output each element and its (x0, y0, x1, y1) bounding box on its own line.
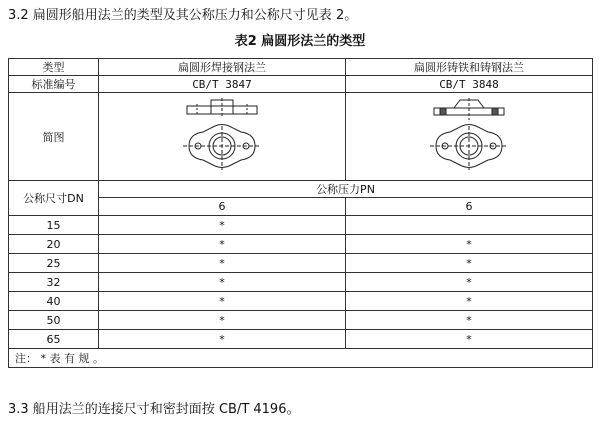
header-pn: 公称压力PN (99, 181, 593, 198)
mark-cast: * (346, 235, 593, 254)
table-note: 注： * 表 有 规 。 (9, 349, 593, 368)
diagram-cast (346, 93, 593, 181)
standard-no-cast: CB/T 3848 (346, 76, 593, 93)
mark-welded: * (99, 254, 346, 273)
dn-cell: 32 (9, 273, 99, 292)
dn-cell: 15 (9, 216, 99, 235)
table-row (9, 292, 593, 311)
standard-no-welded: CB/T 3847 (99, 76, 346, 93)
header-standard-no: 标准编号 (9, 76, 99, 93)
mark-welded: * (99, 330, 346, 349)
table-caption: 表2 扁圆形法兰的类型 (234, 34, 366, 49)
dn-cell: 25 (9, 254, 99, 273)
mark-cast: * (346, 273, 593, 292)
mark-cast: * (346, 254, 593, 273)
pn-value-welded: 6 (99, 198, 346, 216)
paragraph-3-3: 3.3 船用法兰的连接尺寸和密封面按 CB/T 4196。 (8, 402, 300, 417)
table-row (9, 273, 593, 292)
diagram-welded (99, 93, 346, 181)
table-row (9, 330, 593, 349)
header-type: 类型 (9, 59, 99, 76)
dn-cell: 20 (9, 235, 99, 254)
mark-welded: * (99, 216, 346, 235)
mark-welded: * (99, 273, 346, 292)
type-name-welded: 扁圆形焊接钢法兰 (99, 59, 346, 76)
table-row (9, 254, 593, 273)
mark-cast: * (346, 330, 593, 349)
welded-flange-drawing (177, 98, 267, 176)
header-diagram: 简图 (9, 93, 99, 181)
pn-value-cast: 6 (346, 198, 593, 216)
dn-cell: 40 (9, 292, 99, 311)
mark-welded: * (99, 311, 346, 330)
mark-cast (346, 216, 593, 235)
table-row (9, 216, 593, 235)
mark-cast: * (346, 292, 593, 311)
mark-welded: * (99, 292, 346, 311)
paragraph-3-2: 3.2 扁圆形船用法兰的类型及其公称压力和公称尺寸见表 2。 (8, 8, 358, 23)
flange-type-table (8, 58, 593, 368)
dn-cell: 65 (9, 330, 99, 349)
header-dn: 公称尺寸DN (9, 181, 99, 216)
type-name-cast: 扁圆形铸铁和铸钢法兰 (346, 59, 593, 76)
table-row (9, 235, 593, 254)
mark-cast: * (346, 311, 593, 330)
cast-flange-drawing (424, 98, 514, 176)
mark-welded: * (99, 235, 346, 254)
dn-cell: 50 (9, 311, 99, 330)
table-row (9, 311, 593, 330)
